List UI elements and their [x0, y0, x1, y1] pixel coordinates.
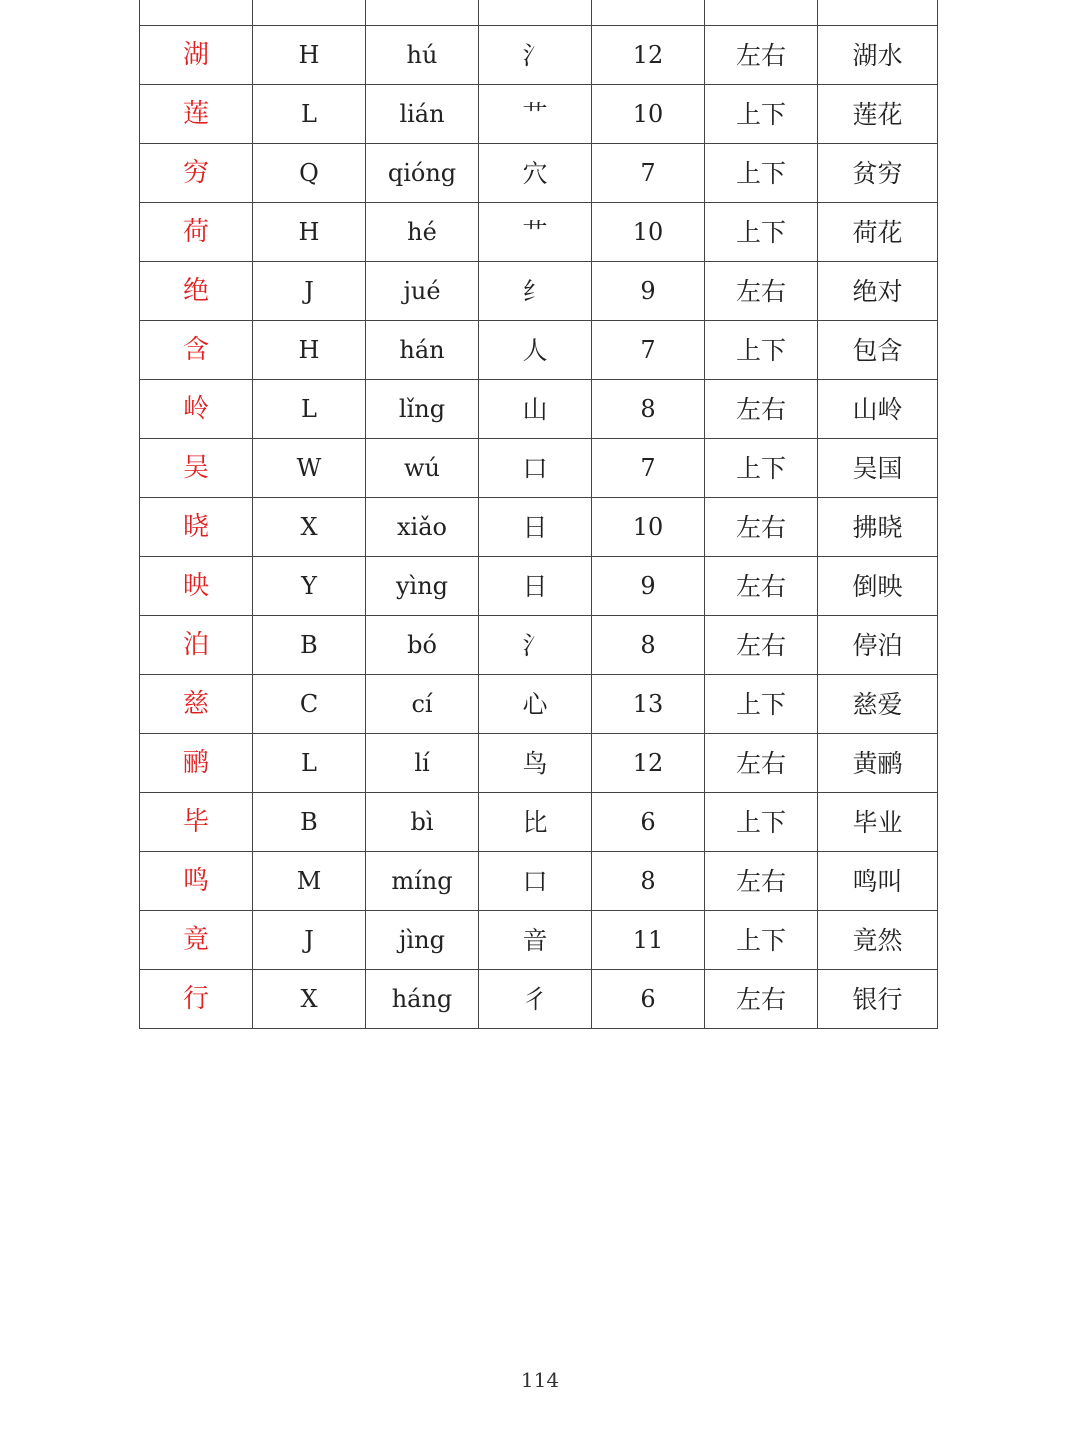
character-cell: 鸣 — [140, 852, 253, 911]
structure-cell: 左右 — [705, 557, 818, 616]
initial-cell: B — [253, 616, 366, 675]
strokes-cell: 13 — [592, 675, 705, 734]
header-cell — [366, 0, 479, 26]
radical-cell: 音 — [479, 911, 592, 970]
word-cell: 毕业 — [818, 793, 938, 852]
word-cell: 包含 — [818, 321, 938, 380]
strokes-cell: 12 — [592, 734, 705, 793]
pinyin-cell: lí — [366, 734, 479, 793]
radical-cell: 人 — [479, 321, 592, 380]
pinyin-cell: lǐng — [366, 380, 479, 439]
character-cell: 穷 — [140, 144, 253, 203]
header-cell — [479, 0, 592, 26]
radical-cell: 纟 — [479, 262, 592, 321]
initial-cell: W — [253, 439, 366, 498]
structure-cell: 左右 — [705, 734, 818, 793]
strokes-cell: 6 — [592, 970, 705, 1029]
character-cell: 映 — [140, 557, 253, 616]
pinyin-cell: háng — [366, 970, 479, 1029]
table-body — [140, 0, 938, 1029]
character-cell: 荷 — [140, 203, 253, 262]
header-cell — [592, 0, 705, 26]
structure-cell: 左右 — [705, 498, 818, 557]
table-row — [140, 144, 938, 203]
character-cell: 竟 — [140, 911, 253, 970]
pinyin-cell: hán — [366, 321, 479, 380]
pinyin-cell: yìng — [366, 557, 479, 616]
structure-cell: 左右 — [705, 262, 818, 321]
initial-cell: H — [253, 203, 366, 262]
strokes-cell: 7 — [592, 439, 705, 498]
initial-cell: H — [253, 321, 366, 380]
initial-cell: Q — [253, 144, 366, 203]
table-header-row — [140, 0, 938, 26]
initial-cell: J — [253, 262, 366, 321]
strokes-cell: 7 — [592, 144, 705, 203]
table-row — [140, 616, 938, 675]
initial-cell: C — [253, 675, 366, 734]
word-cell: 鸣叫 — [818, 852, 938, 911]
pinyin-cell: jìng — [366, 911, 479, 970]
table-row — [140, 321, 938, 380]
strokes-cell: 7 — [592, 321, 705, 380]
word-cell: 湖水 — [818, 26, 938, 85]
table-row — [140, 85, 938, 144]
structure-cell: 上下 — [705, 85, 818, 144]
radical-cell: 艹 — [479, 85, 592, 144]
structure-cell: 左右 — [705, 852, 818, 911]
radical-cell: 艹 — [479, 203, 592, 262]
radical-cell: 日 — [479, 498, 592, 557]
table-row — [140, 970, 938, 1029]
pinyin-cell: lián — [366, 85, 479, 144]
strokes-cell: 9 — [592, 262, 705, 321]
word-cell: 银行 — [818, 970, 938, 1029]
word-cell: 倒映 — [818, 557, 938, 616]
structure-cell: 左右 — [705, 970, 818, 1029]
pinyin-cell: qióng — [366, 144, 479, 203]
initial-cell: J — [253, 911, 366, 970]
header-cell — [140, 0, 253, 26]
radical-cell: 彳 — [479, 970, 592, 1029]
initial-cell: L — [253, 734, 366, 793]
character-table-container — [139, 0, 937, 1029]
word-cell: 拂晓 — [818, 498, 938, 557]
initial-cell: L — [253, 380, 366, 439]
word-cell: 荷花 — [818, 203, 938, 262]
header-cell — [818, 0, 938, 26]
strokes-cell: 12 — [592, 26, 705, 85]
table-row — [140, 734, 938, 793]
table-row — [140, 852, 938, 911]
character-cell: 莲 — [140, 85, 253, 144]
structure-cell: 左右 — [705, 616, 818, 675]
initial-cell: L — [253, 85, 366, 144]
pinyin-cell: jué — [366, 262, 479, 321]
strokes-cell: 11 — [592, 911, 705, 970]
character-cell: 岭 — [140, 380, 253, 439]
radical-cell: 穴 — [479, 144, 592, 203]
table-row — [140, 675, 938, 734]
initial-cell: X — [253, 498, 366, 557]
strokes-cell: 8 — [592, 852, 705, 911]
structure-cell: 上下 — [705, 911, 818, 970]
word-cell: 莲花 — [818, 85, 938, 144]
table-row — [140, 26, 938, 85]
table-row — [140, 793, 938, 852]
header-cell — [253, 0, 366, 26]
header-cell — [705, 0, 818, 26]
pinyin-cell: hé — [366, 203, 479, 262]
page-number: 114 — [520, 1368, 560, 1392]
pinyin-cell: bì — [366, 793, 479, 852]
strokes-cell: 10 — [592, 85, 705, 144]
table-row — [140, 498, 938, 557]
character-table — [139, 0, 938, 1029]
table-row — [140, 911, 938, 970]
word-cell: 慈爱 — [818, 675, 938, 734]
table-row — [140, 203, 938, 262]
character-cell: 鹂 — [140, 734, 253, 793]
initial-cell: M — [253, 852, 366, 911]
structure-cell: 上下 — [705, 203, 818, 262]
radical-cell: 口 — [479, 852, 592, 911]
word-cell: 竟然 — [818, 911, 938, 970]
strokes-cell: 10 — [592, 498, 705, 557]
character-cell: 毕 — [140, 793, 253, 852]
strokes-cell: 6 — [592, 793, 705, 852]
radical-cell: 心 — [479, 675, 592, 734]
strokes-cell: 8 — [592, 380, 705, 439]
word-cell: 绝对 — [818, 262, 938, 321]
word-cell: 停泊 — [818, 616, 938, 675]
pinyin-cell: wú — [366, 439, 479, 498]
strokes-cell: 9 — [592, 557, 705, 616]
structure-cell: 上下 — [705, 793, 818, 852]
strokes-cell: 10 — [592, 203, 705, 262]
character-cell: 晓 — [140, 498, 253, 557]
radical-cell: 鸟 — [479, 734, 592, 793]
structure-cell: 上下 — [705, 144, 818, 203]
word-cell: 山岭 — [818, 380, 938, 439]
radical-cell: 氵 — [479, 616, 592, 675]
word-cell: 贫穷 — [818, 144, 938, 203]
structure-cell: 左右 — [705, 26, 818, 85]
table-row — [140, 380, 938, 439]
character-cell: 含 — [140, 321, 253, 380]
table-row — [140, 262, 938, 321]
initial-cell: Y — [253, 557, 366, 616]
structure-cell: 上下 — [705, 321, 818, 380]
initial-cell: H — [253, 26, 366, 85]
pinyin-cell: hú — [366, 26, 479, 85]
radical-cell: 口 — [479, 439, 592, 498]
character-cell: 行 — [140, 970, 253, 1029]
word-cell: 吴国 — [818, 439, 938, 498]
structure-cell: 上下 — [705, 439, 818, 498]
table-row — [140, 439, 938, 498]
radical-cell: 比 — [479, 793, 592, 852]
character-cell: 慈 — [140, 675, 253, 734]
character-cell: 泊 — [140, 616, 253, 675]
character-cell: 绝 — [140, 262, 253, 321]
pinyin-cell: míng — [366, 852, 479, 911]
structure-cell: 左右 — [705, 380, 818, 439]
character-cell: 湖 — [140, 26, 253, 85]
radical-cell: 氵 — [479, 26, 592, 85]
radical-cell: 日 — [479, 557, 592, 616]
word-cell: 黄鹂 — [818, 734, 938, 793]
table-row — [140, 557, 938, 616]
initial-cell: X — [253, 970, 366, 1029]
pinyin-cell: cí — [366, 675, 479, 734]
radical-cell: 山 — [479, 380, 592, 439]
initial-cell: B — [253, 793, 366, 852]
character-cell: 吴 — [140, 439, 253, 498]
structure-cell: 上下 — [705, 675, 818, 734]
strokes-cell: 8 — [592, 616, 705, 675]
pinyin-cell: xiǎo — [366, 498, 479, 557]
pinyin-cell: bó — [366, 616, 479, 675]
